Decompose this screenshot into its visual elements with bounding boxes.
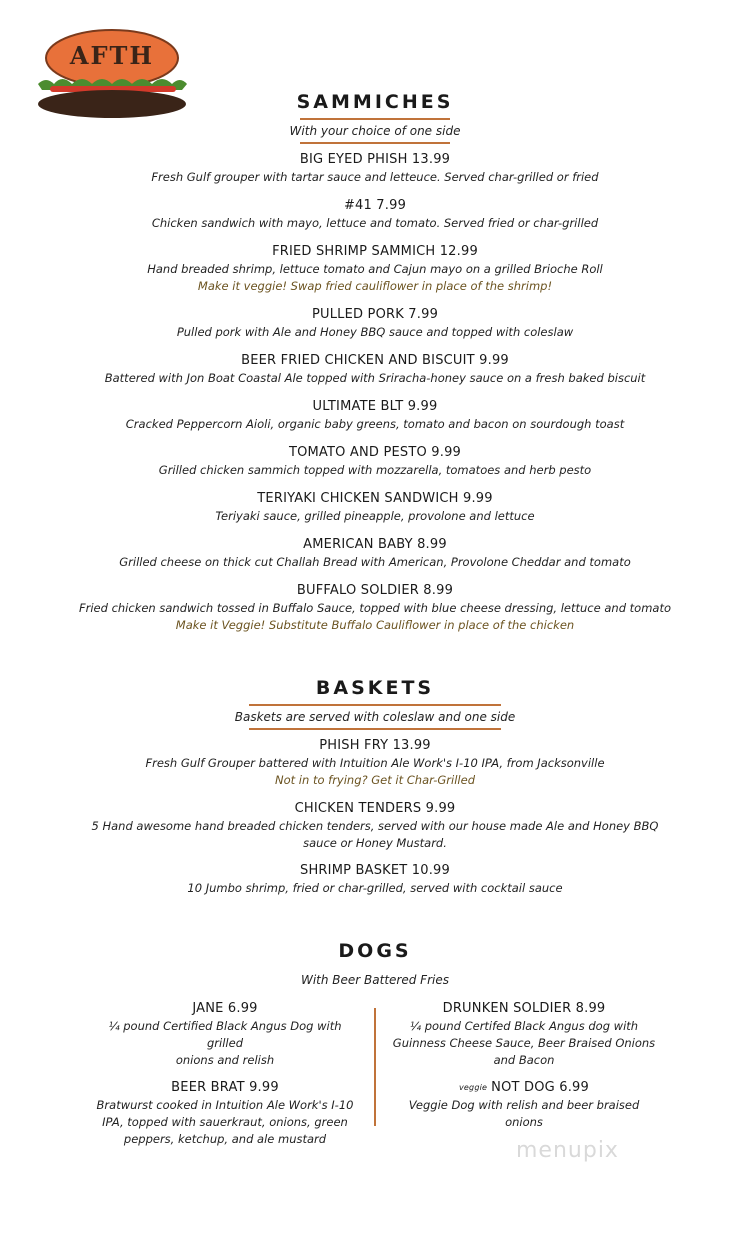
item-note: Make it Veggie! Substitute Buffalo Cauliflower in place of the chicken [175, 618, 575, 632]
menu-item [0, 536, 750, 571]
dogs-right-column [392, 1000, 656, 1141]
sammiches-title: SAMMICHES [296, 91, 454, 113]
item-description: Battered with Jon Boat Coastal Ale topped with Sriracha-honey sauce on a fresh baked biscuit [104, 371, 646, 385]
menu-item [0, 306, 750, 341]
menu-item [0, 398, 750, 433]
item-name: TERIYAKI CHICKEN SANDWICH 9.99 [257, 491, 493, 506]
item-name: PULLED PORK 7.99 [311, 307, 439, 322]
sammiches-subtitle: With your choice of one side [289, 124, 461, 138]
item-name: BIG EYED PHISH 13.99 [299, 152, 451, 167]
item-description-line: onions and relish [175, 1053, 275, 1067]
menu-item [0, 862, 750, 897]
menu-item [0, 197, 750, 232]
item-description-line: ¼ pound Certified Black Angus Dog with grilled [108, 1019, 342, 1050]
baskets-rule-bottom [249, 728, 501, 730]
item-description-cont: sauce or Honey Mustard. [303, 836, 447, 850]
item-description: Hand breaded shrimp, lettuce tomato and Cajun mayo on a grilled Brioche Roll [147, 262, 603, 276]
item-note: Not in to frying? Get it Char-Grilled [275, 773, 475, 787]
item-description: 5 Hand awesome hand breaded chicken tenders, served with our house made Ale and Honey BBQ [91, 819, 659, 833]
item-name: BEER FRIED CHICKEN AND BISCUIT 9.99 [241, 353, 509, 368]
dogs-title: DOGS [338, 940, 412, 962]
menu-item [0, 490, 750, 525]
menu-item [0, 582, 750, 634]
menu-item [0, 800, 750, 852]
column-divider [374, 1008, 376, 1126]
item-description-line: Veggie Dog with relish and beer braised onions [408, 1098, 640, 1129]
menu-item [0, 444, 750, 479]
item-name: FRIED SHRIMP SAMMICH 12.99 [272, 244, 478, 259]
menu-item [0, 151, 750, 186]
item-description: Chicken sandwich with mayo, lettuce and tomato. Served fried or char-grilled [151, 216, 599, 230]
item-description: Fresh Gulf Grouper battered with Intuition Ale Work's I-10 IPA, from Jacksonville [145, 756, 605, 770]
item-description-line: IPA, topped with sauerkraut, onions, green [102, 1115, 348, 1129]
item-description: Grilled chicken sammich topped with mozzarella, tomatoes and herb pesto [158, 463, 592, 477]
dogs-left-column [95, 1000, 355, 1158]
menu-item [392, 1079, 656, 1131]
item-name: AMERICAN BABY 8.99 [303, 537, 447, 552]
item-description: Fried chicken sandwich tossed in Buffalo Sauce, topped with blue cheese dressing, lettuce and tomato [79, 601, 671, 615]
item-description: Grilled cheese on thick cut Challah Bread with American, Provolone Cheddar and tomato [119, 555, 631, 569]
item-name: JANE 6.99 [192, 1001, 258, 1016]
item-name: DRUNKEN SOLDIER 8.99 [442, 1001, 606, 1016]
item-name: NOT DOG 6.99 [491, 1080, 589, 1095]
item-name: CHICKEN TENDERS 9.99 [294, 801, 456, 816]
item-name: TOMATO AND PESTO 9.99 [288, 445, 462, 460]
item-name: PHISH FRY 13.99 [319, 738, 431, 753]
item-name: BEER BRAT 9.99 [171, 1080, 279, 1095]
item-name: BUFFALO SOLDIER 8.99 [296, 583, 454, 598]
menu-item [392, 1000, 656, 1069]
item-description-line: and Bacon [493, 1053, 555, 1067]
item-description-line: Bratwurst cooked in Intuition Ale Work's I-10 [96, 1098, 354, 1112]
menu-item [0, 352, 750, 387]
item-name: #41 7.99 [343, 198, 407, 213]
baskets-rule-top [249, 704, 501, 706]
item-name: SHRIMP BASKET 10.99 [300, 863, 450, 878]
item-description: Cracked Peppercorn Aioli, organic baby greens, tomato and bacon on sourdough toast [125, 417, 625, 431]
menu-item [95, 1079, 355, 1148]
veggie-badge: veggie [459, 1083, 488, 1092]
item-name: ULTIMATE BLT 9.99 [312, 399, 438, 414]
item-note: Make it veggie! Swap fried cauliflower in place of the shrimp! [197, 279, 553, 293]
item-description-line: peppers, ketchup, and ale mustard [123, 1132, 327, 1146]
item-description: Pulled pork with Ale and Honey BBQ sauce and topped with coleslaw [176, 325, 574, 339]
sammiches-rule-top [300, 118, 450, 120]
item-description-line: Guinness Cheese Sauce, Beer Braised Onions [392, 1036, 656, 1050]
item-name-row [392, 1079, 656, 1097]
item-description: 10 Jumbo shrimp, fried or char-grilled, served with cocktail sauce [187, 881, 563, 895]
menu-item [0, 243, 750, 295]
item-description: Fresh Gulf grouper with tartar sauce and letteuce. Served char-grilled or fried [151, 170, 599, 184]
watermark: menupix [516, 1138, 619, 1163]
sammiches-rule-bottom [300, 142, 450, 144]
menu-item [95, 1000, 355, 1069]
item-description-line: ¼ pound Certifed Black Angus dog with [409, 1019, 639, 1033]
baskets-subtitle: Baskets are served with coleslaw and one side [234, 710, 516, 724]
baskets-title: BASKETS [315, 677, 435, 699]
logo-text: AFTH [69, 41, 155, 70]
menu-item [0, 737, 750, 789]
dogs-subtitle: With Beer Battered Fries [300, 973, 449, 987]
item-description: Teriyaki sauce, grilled pineapple, provolone and lettuce [215, 509, 535, 523]
